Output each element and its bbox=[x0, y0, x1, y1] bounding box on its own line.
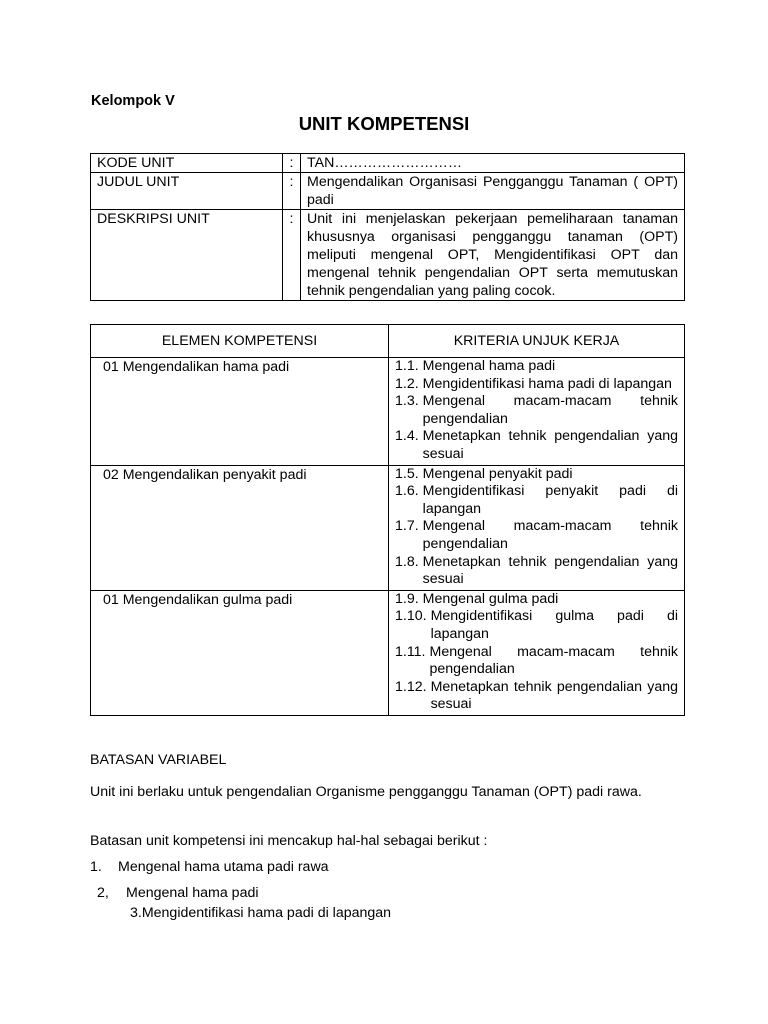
group-label: Kelompok V bbox=[91, 93, 175, 109]
list-item bbox=[90, 859, 329, 875]
list-item bbox=[97, 885, 259, 901]
unit-value: TAN……………………… bbox=[301, 154, 685, 173]
criteria-cell bbox=[389, 590, 685, 715]
colon-separator: : bbox=[283, 173, 301, 210]
element-cell: 01 Mengendalikan hama padi bbox=[91, 358, 389, 466]
item-text: 3.Mengidentifikasi hama padi di lapangan bbox=[130, 905, 392, 921]
unit-label: KODE UNIT bbox=[91, 154, 283, 173]
item-number: 1.5. bbox=[395, 465, 419, 482]
section-heading: BATASAN VARIABEL bbox=[90, 752, 227, 768]
unit-value: Mengendalikan Organisasi Pengganggu Tanaman ( OPT) padi bbox=[301, 173, 685, 210]
item-text: Mengidentifikasi penyakit padi di lapangan bbox=[422, 483, 678, 517]
unit-label: JUDUL UNIT bbox=[91, 173, 283, 210]
item-number: 1.2. bbox=[395, 375, 419, 392]
colon-separator: : bbox=[283, 154, 301, 173]
list-item bbox=[395, 554, 678, 589]
item-number: 1. bbox=[90, 859, 102, 875]
criteria-cell bbox=[389, 358, 685, 466]
element-cell: 02 Mengendalikan penyakit padi bbox=[91, 465, 389, 590]
item-number: 1.4. bbox=[395, 428, 419, 445]
item-text: Mengenal macam-macam tehnik pengendalian bbox=[422, 393, 678, 427]
item-text: Menetapkan tehnik pengendalian yang sesuai bbox=[430, 678, 678, 713]
item-number: 1.11. bbox=[395, 643, 426, 660]
unit-row-kode bbox=[91, 154, 685, 173]
element-cell: 01 Mengendalikan gulma padi bbox=[91, 590, 389, 715]
list-item bbox=[395, 376, 678, 394]
item-text: Mengidentifikasi hama padi di lapangan bbox=[422, 375, 672, 392]
item-text: Menetapkan tehnik pengendalian yang sesuai bbox=[422, 428, 678, 462]
item-text: Mengenal hama utama padi rawa bbox=[118, 859, 329, 875]
table-row bbox=[91, 358, 685, 466]
competency-table bbox=[90, 324, 685, 716]
unit-row-deskripsi bbox=[91, 210, 685, 301]
item-text: Mengidentifikasi gulma padi di lapangan bbox=[430, 608, 678, 642]
paragraph: Batasan unit kompetensi ini mencakup hal-hal sebagai berikut : bbox=[90, 833, 488, 849]
item-text: Mengenal hama padi bbox=[422, 358, 556, 374]
list-item bbox=[395, 466, 678, 484]
item-number: 1.3. bbox=[395, 393, 419, 410]
item-number: 1.8. bbox=[395, 553, 419, 570]
item-text: Mengenal hama padi bbox=[126, 885, 259, 901]
list-item bbox=[395, 608, 678, 643]
item-number: 1.1. bbox=[395, 358, 419, 374]
item-number: 1.7. bbox=[395, 518, 419, 535]
list-item bbox=[395, 644, 678, 679]
list-item bbox=[395, 483, 678, 518]
unit-value: Unit ini menjelaskan pekerjaan pemeliharaan tanaman khususnya organisasi pengganggu tanaman (OPT) meliputi mengenal OPT, Mengidentifikasi OPT dan mengenal tehnik pengendalian OPT serta memutuskan tehnik pengendalian yang paling cocok. bbox=[301, 210, 685, 301]
unit-info-table bbox=[90, 153, 685, 301]
criteria-cell bbox=[389, 465, 685, 590]
paragraph: Unit ini berlaku untuk pengendalian Organisme pengganggu Tanaman (OPT) padi rawa. bbox=[90, 784, 642, 800]
list-item bbox=[395, 518, 678, 553]
list-item bbox=[130, 905, 391, 921]
item-number: 1.6. bbox=[395, 483, 419, 500]
item-number: 2, bbox=[97, 885, 109, 901]
list-item bbox=[395, 428, 678, 463]
unit-label: DESKRIPSI UNIT bbox=[91, 210, 283, 301]
header-elemen: ELEMEN KOMPETENSI bbox=[91, 325, 389, 358]
list-item bbox=[395, 679, 678, 714]
header-kriteria: KRITERIA UNJUK KERJA bbox=[389, 325, 685, 358]
item-text: Mengenal macam-macam tehnik pengendalian bbox=[422, 518, 678, 552]
item-text: Menetapkan tehnik pengendalian yang sesuai bbox=[422, 553, 678, 588]
page-title: UNIT KOMPETENSI bbox=[298, 113, 470, 134]
item-text: Mengenal penyakit padi bbox=[422, 465, 573, 482]
list-item bbox=[395, 591, 678, 609]
list-item bbox=[395, 393, 678, 428]
item-text: Mengenal gulma padi bbox=[422, 590, 559, 607]
colon-separator: : bbox=[283, 210, 301, 301]
item-number: 1.9. bbox=[395, 590, 419, 607]
table-header-row bbox=[91, 325, 685, 358]
table-row bbox=[91, 465, 685, 590]
item-number: 1.12. bbox=[395, 678, 427, 695]
list-item bbox=[395, 358, 678, 376]
unit-row-judul bbox=[91, 173, 685, 210]
item-text: Mengenal macam-macam tehnik pengendalian bbox=[429, 643, 678, 678]
item-number: 1.10. bbox=[395, 608, 427, 625]
table-row bbox=[91, 590, 685, 715]
